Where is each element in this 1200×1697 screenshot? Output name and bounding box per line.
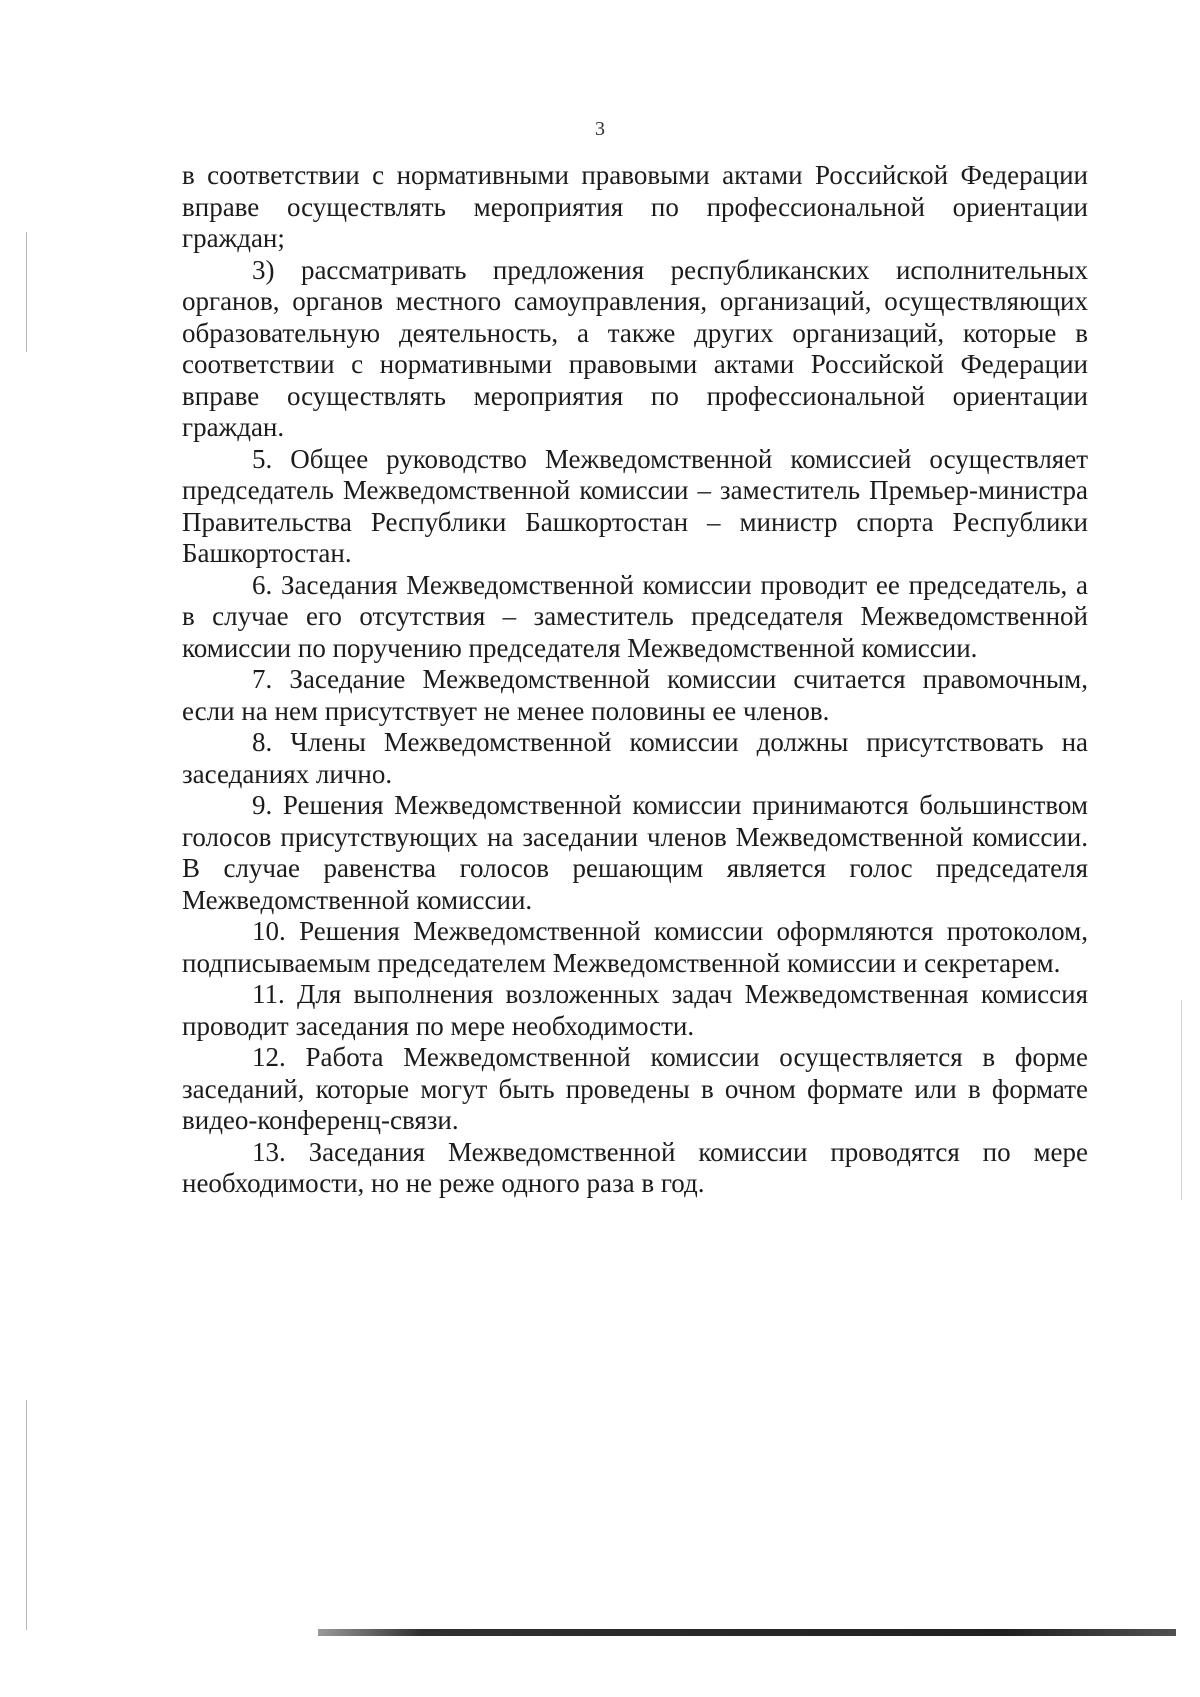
scan-edge-left-bottom: [26, 1400, 27, 1630]
paragraph-item-9: 9. Решения Межведомственной комиссии принимаются большинством голосов присутствующих на заседании членов Межведомственной комиссии. В случае равенства голосов решающим является голос председателя Межведомственной комиссии.: [182, 790, 1088, 915]
paragraph-item-3: 3) рассматривать предложения республиканских исполнительных органов, органов местного самоуправления, организаций, осуществляющих образовательную деятельность, а также других организаций, которые в соответствии с нормативными правовыми актами Российской Федерации вправе осуществлять мероприятия по профессиональной ориентации граждан.: [182, 254, 1088, 442]
paragraph-item-5: 5. Общее руководство Межведомственной комиссией осуществляет председатель Межведомственной комиссии – заместитель Премьер-министра Правительства Республики Башкортостан – министр спорта Республики Башкортостан.: [182, 443, 1088, 568]
document-body: [182, 160, 1088, 1200]
paragraph-item-6: 6. Заседания Межведомственной комиссии проводит ее председатель, а в случае его отсутствия – заместитель председателя Межведомственной комиссии по поручению председателя Межведомственной комиссии.: [182, 569, 1088, 663]
scan-edge-left-top: [26, 232, 27, 352]
paragraph-item-11: 11. Для выполнения возложенных задач Межведомственная комиссия проводит заседания по мере необходимости.: [182, 979, 1088, 1041]
paragraph-item-7: 7. Заседание Межведомственной комиссии считается правомочным, если на нем присутствует не менее половины ее членов.: [182, 664, 1088, 726]
scan-bar-bottom: [318, 1629, 1176, 1636]
scan-edge-right: [1181, 1000, 1182, 1200]
paragraph-item-10: 10. Решения Межведомственной комиссии оформляются протоколом, подписываемым председателем Межведомственной комиссии и секретарем.: [182, 916, 1088, 978]
page-number: 3: [595, 118, 605, 140]
paragraph-item-13: 13. Заседания Межведомственной комиссии проводятся по мере необходимости, но не реже одного раза в год.: [182, 1136, 1088, 1198]
paragraph-item-8: 8. Члены Межведомственной комиссии должны присутствовать на заседаниях лично.: [182, 727, 1088, 789]
paragraph-continuation: в соответствии с нормативными правовыми актами Российской Федерации вправе осуществлять мероприятия по профессиональной ориентации граждан;: [182, 160, 1088, 253]
paragraph-item-12: 12. Работа Межведомственной комиссии осуществляется в форме заседаний, которые могут быть проведены в очном формате или в формате видео-конференц-связи.: [182, 1042, 1088, 1135]
